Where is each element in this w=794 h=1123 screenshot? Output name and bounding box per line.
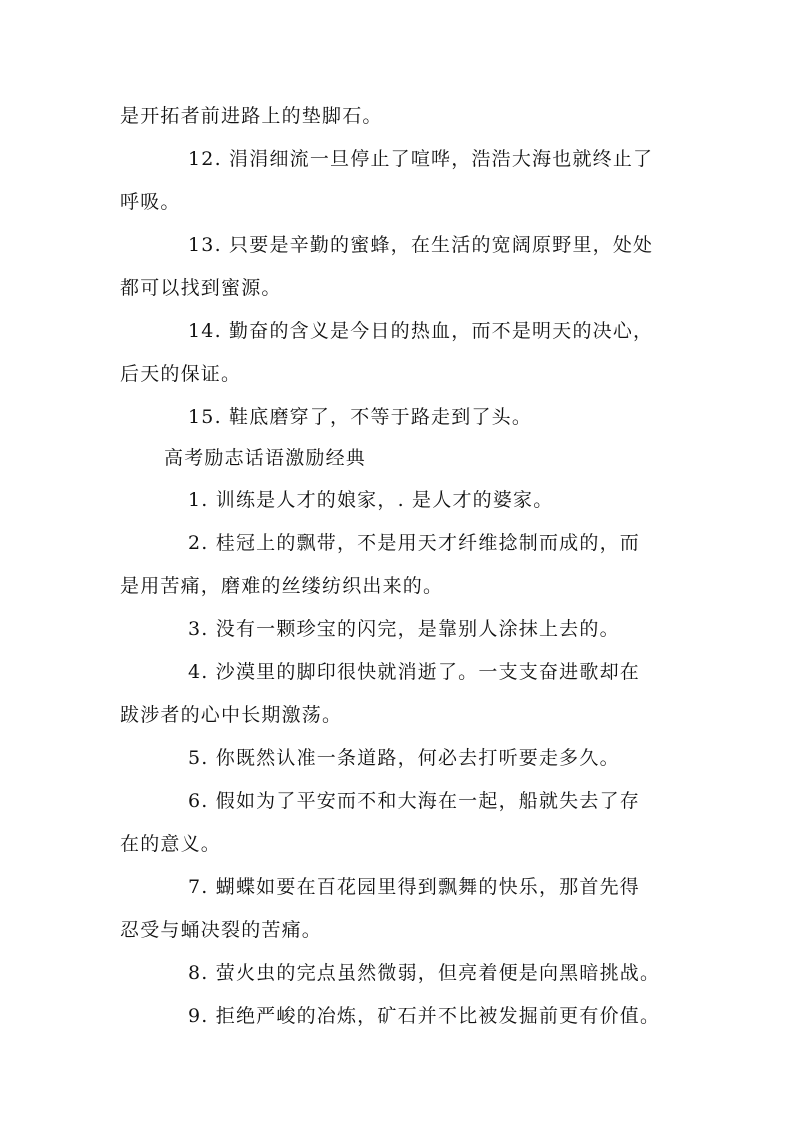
text-line: 8. 萤火虫的完点虽然微弱，但亮着便是向黑暗挑战。 <box>188 962 661 984</box>
text-line: 5. 你既然认准一条道路，何必去打听要走多久。 <box>188 747 620 769</box>
text-line: 14. 勤奋的含义是今日的热血，而不是明天的决心， <box>188 320 654 342</box>
text-line: 是开拓者前进路上的垫脚石。 <box>120 105 383 127</box>
text-line: 呼吸。 <box>120 191 181 213</box>
text-line: 是用苦痛，磨难的丝缕纺织出来的。 <box>120 575 444 597</box>
text-line: 4. 沙漠里的脚印很快就消逝了。一支支奋进歌却在 <box>188 661 640 683</box>
text-line: 13. 只要是辛勤的蜜蜂，在生活的宽阔原野里，处处 <box>188 234 654 256</box>
text-line: 15. 鞋底磨穿了，不等于路走到了头。 <box>188 406 533 428</box>
text-line: 跋涉者的心中长期激荡。 <box>120 704 343 726</box>
text-line: 9. 拒绝严峻的冶炼，矿石并不比被发掘前更有价值。 <box>188 1005 661 1027</box>
text-line: 7. 蝴蝶如要在百花园里得到飘舞的快乐，那首先得 <box>188 876 640 898</box>
text-line: 6. 假如为了平安而不和大海在一起，船就失去了存 <box>188 790 640 812</box>
text-line: 12. 涓涓细流一旦停止了喧哗，浩浩大海也就终止了 <box>188 148 654 170</box>
section-heading: 高考励志话语激励经典 <box>164 447 367 469</box>
text-line: 忍受与蛹决裂的苦痛。 <box>120 919 323 941</box>
text-line: 后天的保证。 <box>120 363 242 385</box>
text-line: 2. 桂冠上的飘带，不是用天才纤维捻制而成的，而 <box>188 532 640 554</box>
text-line: 3. 没有一颗珍宝的闪完，是靠别人涂抹上去的。 <box>188 618 620 640</box>
text-line: 在的意义。 <box>120 833 222 855</box>
text-line: 1. 训练是人才的娘家，. 是人才的婆家。 <box>188 489 554 511</box>
text-line: 都可以找到蜜源。 <box>120 277 282 299</box>
